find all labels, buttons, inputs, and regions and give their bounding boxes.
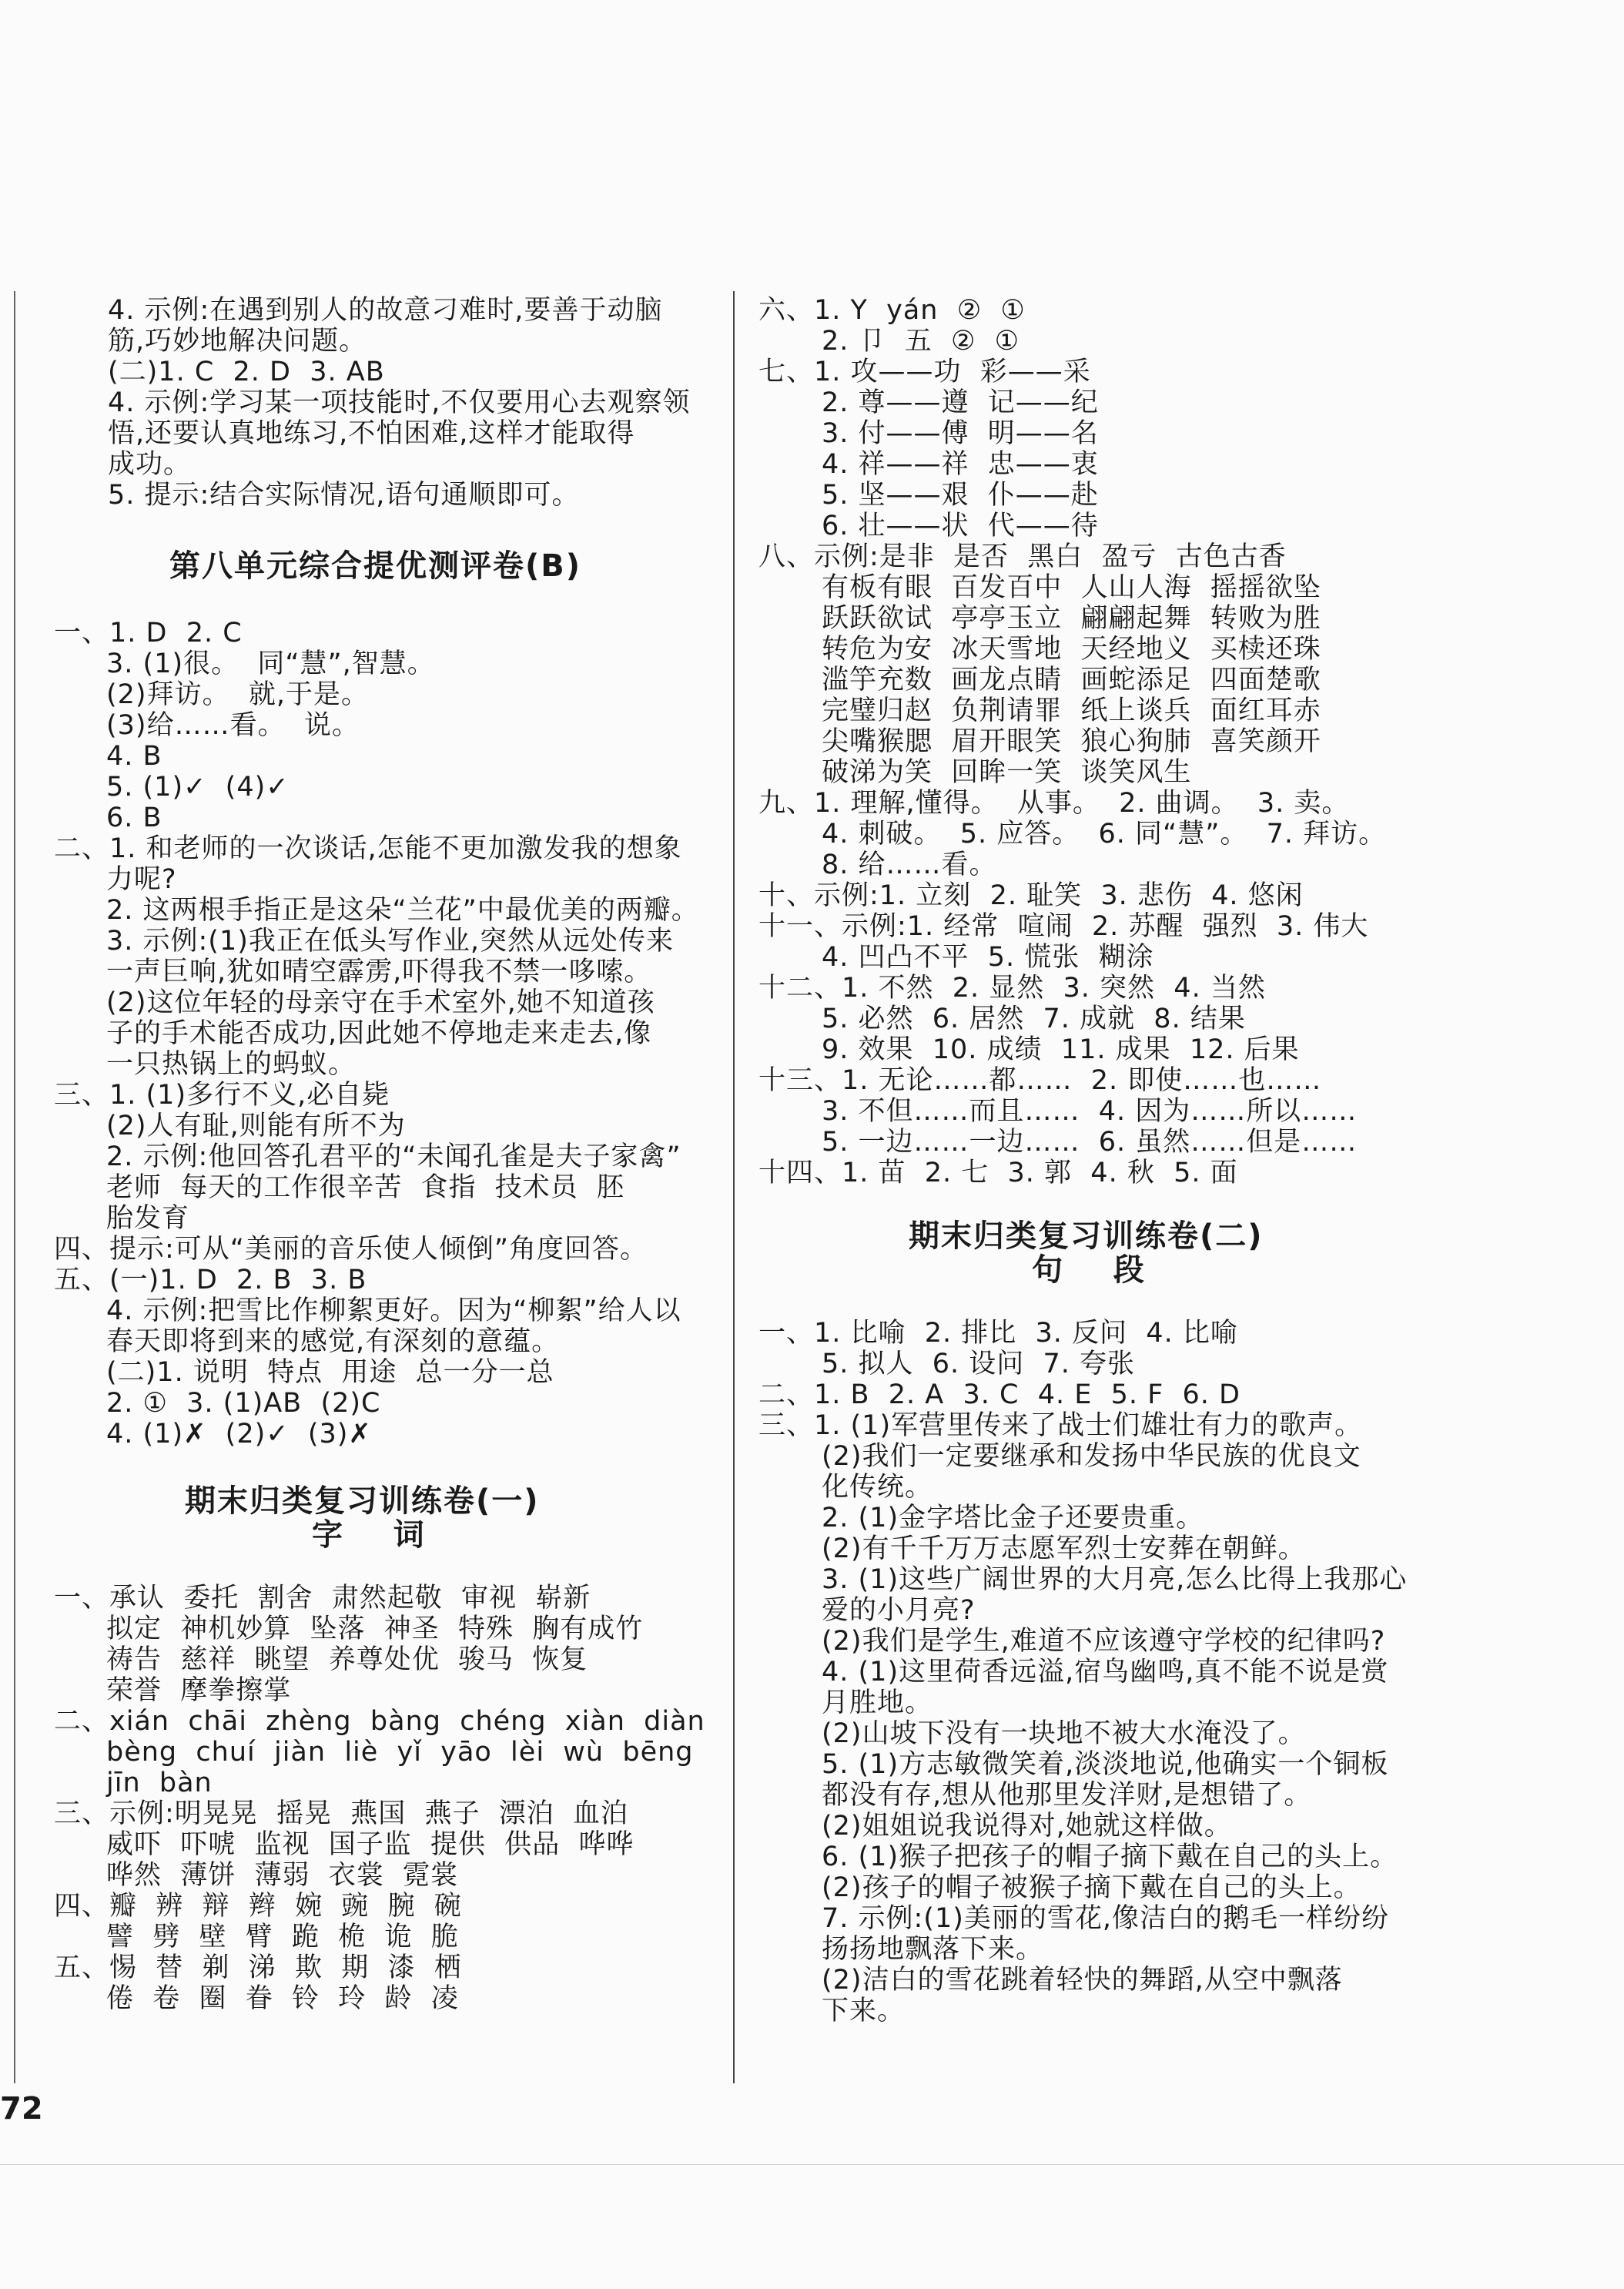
answer-line: 一声巨响,犹如晴空霹雳,吓得我不禁一哆嗦。: [106, 957, 652, 987]
answer-line: (2)洁白的雪花跳着轻快的舞蹈,从空中飘落: [822, 1965, 1343, 1996]
answer-line: 5. (1)✓ (4)✓: [106, 772, 290, 803]
answer-line: 十、示例:1. 立刻 2. 耻笑 3. 悲伤 4. 悠闲: [758, 880, 1304, 911]
answer-line: 7. 示例:(1)美丽的雪花,像洁白的鹅毛一样纷纷: [822, 1903, 1390, 1934]
answer-line: 3. (1)很。 同“慧”,智慧。: [106, 648, 435, 679]
answer-line: 哗然 薄饼 薄弱 衣裳 霓裳: [106, 1860, 459, 1891]
section-title: 期末归类复习训练卷(一): [185, 1483, 540, 1519]
answer-line: (2)孩子的帽子被猴子摘下戴在自己的头上。: [822, 1872, 1361, 1903]
answer-line: (3)给……看。 说。: [106, 710, 360, 741]
answer-line: 4. B: [106, 741, 162, 772]
section-title: 句 段: [1032, 1252, 1146, 1288]
answer-line: 5. 坚——艰 仆——赴: [822, 480, 1099, 511]
answer-line: 春天即将到来的感觉,有深刻的意蕴。: [106, 1326, 560, 1357]
answer-line: 4. 示例:把雪比作柳絮更好。因为“柳絮”给人以: [106, 1295, 681, 1326]
answer-line: 破涕为笑 回眸一笑 谈笑风生: [822, 757, 1192, 788]
answer-line: 四、提示:可从“美丽的音乐使人倾倒”角度回答。: [54, 1234, 648, 1265]
answer-line: 6. B: [106, 803, 162, 833]
answer-line: 2. (1)金字塔比金子还要贵重。: [822, 1503, 1204, 1533]
answer-line: 4. 祥——祥 忠——衷: [822, 449, 1099, 480]
answer-line: 完璧归赵 负荆请罪 纸上谈兵 面红耳赤: [822, 695, 1321, 726]
answer-line: 2. 这两根手指正是这朵“兰花”中最优美的两瓣。: [106, 895, 699, 926]
answer-line: 一、1. 比喻 2. 排比 3. 反问 4. 比喻: [758, 1318, 1238, 1349]
answer-line: 8. 给……看。: [822, 850, 997, 880]
answer-line: 下来。: [822, 1996, 906, 2026]
answer-line: 6. (1)猴子把孩子的帽子摘下戴在自己的头上。: [822, 1842, 1398, 1872]
answer-line: 5. 拟人 6. 设问 7. 夸张: [822, 1349, 1136, 1379]
answer-line: 5. (1)方志敏微笑着,淡淡地说,他确实一个铜板: [822, 1749, 1389, 1780]
answer-line: 4. (1)这里荷香远溢,宿鸟幽鸣,真不能不说是赏: [822, 1657, 1389, 1687]
answer-line: 三、示例:明晃晃 摇晃 燕国 燕子 漂泊 血泊: [54, 1798, 629, 1829]
bottom-rule: [0, 2164, 1624, 2165]
answer-line: 三、1. (1)军营里传来了战士们雄壮有力的歌声。: [758, 1410, 1363, 1441]
answer-line: 5. 一边……一边…… 6. 虽然……但是……: [822, 1127, 1358, 1158]
answer-line: (二)1. 说明 特点 用途 总一分一总: [106, 1357, 554, 1388]
answer-line: 十四、1. 苗 2. 七 3. 郭 4. 秋 5. 面: [758, 1158, 1238, 1188]
answer-line: 3. (1)这些广阔世界的大月亮,怎么比得上我那心: [822, 1564, 1408, 1595]
margin-rule: [14, 291, 15, 2083]
answer-line: 月胜地。: [822, 1687, 933, 1718]
answer-line: 十一、示例:1. 经常 喧闹 2. 苏醒 强烈 3. 伟大: [758, 911, 1369, 942]
answer-line: 二、xián chāi zhèng bàng chéng xiàn diàn: [54, 1706, 705, 1737]
answer-line: 跃跃欲试 亭亭玉立 翩翩起舞 转败为胜: [822, 603, 1321, 634]
answer-line: 3. 示例:(1)我正在低头写作业,突然从远处传来: [106, 926, 675, 957]
answer-line: 2. ① 3. (1)AB (2)C: [106, 1388, 381, 1419]
answer-line: 老师 每天的工作很辛苦 食指 技术员 胚: [106, 1172, 625, 1203]
answer-line: (2)我们一定要继承和发扬中华民族的优良文: [822, 1441, 1361, 1472]
answer-line: 十三、1. 无论……都…… 2. 即使……也……: [758, 1065, 1322, 1096]
section-title: 期末归类复习训练卷(二): [909, 1218, 1264, 1254]
answer-line: 五、(一)1. D 2. B 3. B: [54, 1265, 367, 1295]
answer-line: jīn bàn: [106, 1768, 213, 1798]
answer-line: 5. 必然 6. 居然 7. 成就 8. 结果: [822, 1004, 1246, 1034]
answer-line: 尖嘴猴腮 眉开眼笑 狼心狗肺 喜笑颜开: [822, 726, 1321, 757]
answer-line: 力呢?: [106, 864, 177, 895]
answer-line: 4. 凹凸不平 5. 慌张 糊涂: [822, 942, 1154, 973]
answer-line: 子的手术能否成功,因此她不停地走来走去,像: [106, 1018, 652, 1049]
answer-line: 5. 提示:结合实际情况,语句通顺即可。: [108, 480, 580, 511]
page-number: 72: [0, 2091, 43, 2126]
answer-line: 滥竽充数 画龙点睛 画蛇添足 四面楚歌: [822, 665, 1321, 695]
answer-line: 二、1. 和老师的一次谈话,怎能不更加激发我的想象: [54, 833, 682, 864]
answer-line: (2)有千千万万志愿军烈士安葬在朝鲜。: [822, 1533, 1306, 1564]
section-title: 第八单元综合提优测评卷(B): [169, 548, 582, 584]
answer-line: 4. (1)✗ (2)✓ (3)✗: [106, 1419, 372, 1449]
answer-line: 4. 示例:学习某一项技能时,不仅要用心去观察领: [108, 387, 691, 418]
answer-line: (2)拜访。 就,于是。: [106, 679, 369, 710]
answer-line: 六、1. Y yán ② ①: [758, 295, 1026, 326]
answer-line: 九、1. 理解,懂得。 从事。 2. 曲调。 3. 卖。: [758, 788, 1350, 819]
answer-line: 一只热锅上的蚂蚁。: [106, 1049, 357, 1080]
answer-line: 悟,还要认真地练习,不怕困难,这样才能取得: [108, 418, 635, 449]
answer-line: 9. 效果 10. 成绩 11. 成果 12. 后果: [822, 1034, 1300, 1065]
answer-line: 八、示例:是非 是否 黑白 盈亏 古色古香: [758, 541, 1287, 572]
answer-line: 扬扬地飘落下来。: [822, 1934, 1044, 1965]
answer-line: 都没有存,想从他那里发洋财,是想错了。: [822, 1780, 1312, 1811]
answer-line: 三、1. (1)多行不义,必自毙: [54, 1080, 390, 1111]
section-title: 字 词: [312, 1517, 426, 1553]
answer-line: 七、1. 攻——功 彩——采: [758, 357, 1091, 387]
answer-line: (2)山坡下没有一块地不被大水淹没了。: [822, 1718, 1306, 1749]
answer-line: 祷告 慈祥 眺望 养尊处优 骏马 恢复: [106, 1644, 588, 1675]
answer-line: 有板有眼 百发百中 人山人海 摇摇欲坠: [822, 572, 1321, 603]
answer-line: 3. 不但……而且…… 4. 因为……所以……: [822, 1096, 1358, 1127]
answer-line: 转危为安 冰天雪地 天经地义 买椟还珠: [822, 634, 1321, 665]
answer-line: 2. 示例:他回答孔君平的“未闻孔雀是夫子家禽”: [106, 1141, 681, 1172]
answer-line: 爱的小月亮?: [822, 1595, 976, 1626]
column-divider: [733, 291, 735, 2083]
answer-line: 4. 示例:在遇到别人的故意刁难时,要善于动脑: [108, 295, 663, 326]
answer-line: 2. 卩 五 ② ①: [822, 326, 1020, 357]
answer-line: bèng chuí jiàn liè yǐ yāo lèi wù bēng: [106, 1737, 694, 1768]
answer-line: (2)我们是学生,难道不应该遵守学校的纪律吗?: [822, 1626, 1386, 1657]
answer-line: (二)1. C 2. D 3. AB: [108, 357, 385, 387]
answer-line: 2. 尊——遵 记——纪: [822, 387, 1099, 418]
answer-line: 4. 刺破。 5. 应答。 6. 同“慧”。 7. 拜访。: [822, 819, 1387, 850]
answer-line: 一、1. D 2. C: [54, 618, 243, 648]
answer-line: 威吓 吓唬 监视 国子监 提供 供品 哗哗: [106, 1829, 635, 1860]
answer-line: 成功。: [108, 449, 192, 480]
answer-line: 譬 劈 壁 臂 跪 桅 诡 脆: [106, 1922, 459, 1952]
answer-line: 五、惕 替 剃 涕 欺 期 漆 栖: [54, 1952, 462, 1983]
answer-line: 化传统。: [822, 1472, 933, 1503]
answer-line: 胎发育: [106, 1203, 190, 1234]
answer-line: 荣誉 摩拳擦掌: [106, 1675, 292, 1706]
answer-line: 拟定 神机妙算 坠落 神圣 特殊 胸有成竹: [106, 1614, 644, 1644]
answer-line: 倦 卷 圈 眷 铃 玲 龄 凌: [106, 1983, 459, 2014]
answer-line: 十二、1. 不然 2. 显然 3. 突然 4. 当然: [758, 973, 1266, 1004]
answer-line: 四、瓣 辨 辩 辫 婉 豌 腕 碗: [54, 1891, 462, 1922]
answer-line: 一、承认 委托 割舍 肃然起敬 审视 崭新: [54, 1583, 591, 1614]
answer-line: (2)人有耻,则能有所不为: [106, 1111, 406, 1141]
answer-line: 6. 壮——状 代——待: [822, 511, 1099, 541]
answer-line: (2)姐姐说我说得对,她就这样做。: [822, 1811, 1232, 1842]
answer-line: 二、1. B 2. A 3. C 4. E 5. F 6. D: [758, 1379, 1241, 1410]
answer-line: (2)这位年轻的母亲守在手术室外,她不知道孩: [106, 987, 655, 1018]
answer-line: 筋,巧妙地解决问题。: [108, 326, 367, 357]
answer-line: 3. 付——傅 明——名: [822, 418, 1099, 449]
